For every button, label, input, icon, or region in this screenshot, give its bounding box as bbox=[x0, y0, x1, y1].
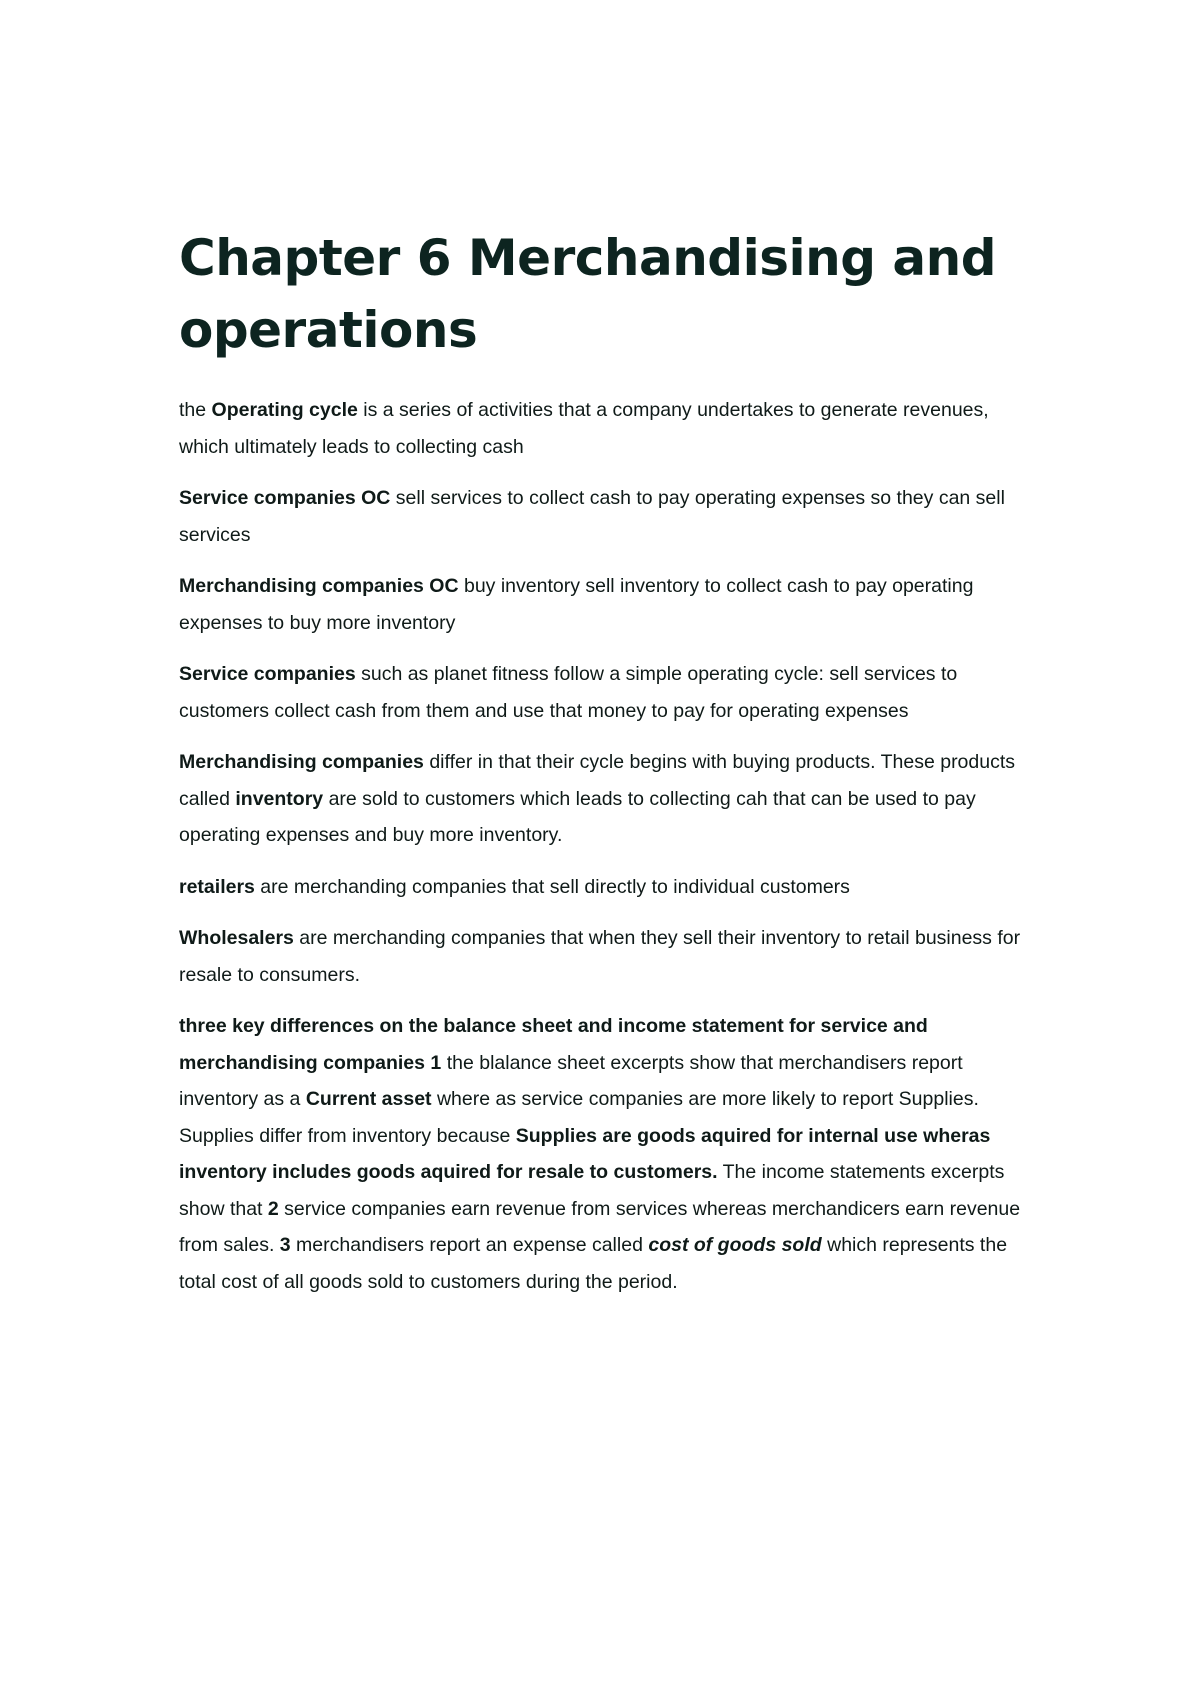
bold-term: Service companies OC bbox=[179, 487, 391, 509]
text-run: differ in that their cycle begins with buying products. These products called bbox=[179, 751, 1016, 810]
bold-term: retailers bbox=[179, 875, 255, 898]
bold-term: Supplies are goods aquired for internal use wheras inventory includes goods aquired for resale to customers. bbox=[179, 1124, 991, 1183]
paragraph bbox=[179, 656, 1039, 729]
bold-term: Current asset bbox=[305, 1088, 432, 1110]
bold-italic-run bbox=[648, 1234, 821, 1256]
text-run: service companies earn revenue from services whereas merchandicers earn revenue from sales. bbox=[179, 1197, 1021, 1256]
bold-term: Merchandising companies OC bbox=[179, 575, 459, 597]
bold-term: inventory bbox=[235, 787, 324, 810]
paragraph-list bbox=[179, 392, 1039, 1300]
paragraph bbox=[179, 480, 1039, 553]
bold-term: Service companies bbox=[179, 663, 356, 685]
paragraph bbox=[179, 392, 1039, 465]
text-run: where as service companies are more likely to report Supplies. Supplies differ from inventory because bbox=[179, 1088, 979, 1147]
bold-term: 1 bbox=[430, 1051, 442, 1074]
paragraph bbox=[179, 1008, 1039, 1300]
text-run: such as planet fitness follow a simple operating cycle: sell services to customers collect cash from them and use that money to pay for operating expenses bbox=[179, 663, 958, 722]
bold-term: Operating cycle bbox=[211, 399, 358, 421]
text-run: sell services to collect cash to pay operating expenses so they can sell services bbox=[179, 487, 1005, 546]
text-run: are merchanding companies that sell directly to individual customers bbox=[254, 875, 850, 898]
paragraph bbox=[179, 920, 1039, 993]
paragraph bbox=[179, 744, 1039, 854]
bold-term: 2 bbox=[267, 1197, 279, 1220]
document-body bbox=[179, 222, 1039, 1315]
text-run: are sold to customers which leads to collecting cah that can be used to pay operating expenses and buy more inventory. bbox=[179, 787, 976, 846]
text-run: is a series of activities that a company undertakes to generate revenues, which ultimately leads to collecting cash bbox=[179, 399, 989, 458]
chapter-title: Chapter 6 Merchandising and operations bbox=[179, 229, 997, 359]
text-run: the bbox=[179, 399, 212, 421]
paragraph bbox=[179, 568, 1039, 641]
text-run: The income statements excerpts show that bbox=[179, 1161, 1005, 1220]
text-run: buy inventory sell inventory to collect cash to pay operating expenses to buy more inventory bbox=[179, 575, 974, 634]
paragraph bbox=[179, 869, 1039, 906]
bold-term: 3 bbox=[279, 1234, 291, 1256]
text-run: which represents the total cost of all goods sold to customers during the period. bbox=[179, 1234, 1008, 1293]
text-run: merchandisers report an expense called bbox=[290, 1234, 649, 1256]
bold-term: Wholesalers bbox=[179, 927, 294, 949]
emphasis-text: cost of goods sold bbox=[648, 1234, 822, 1256]
text-run: are merchanding companies that when they sell their inventory to retail business for resale to consumers. bbox=[179, 927, 1021, 986]
bold-term: Merchandising companies bbox=[179, 751, 424, 773]
text-run: the blalance sheet excerpts show that merchandisers report inventory as a bbox=[179, 1051, 963, 1110]
bold-term: three key differences on the balance sheet and income statement for service and merchandising companies bbox=[179, 1015, 928, 1074]
